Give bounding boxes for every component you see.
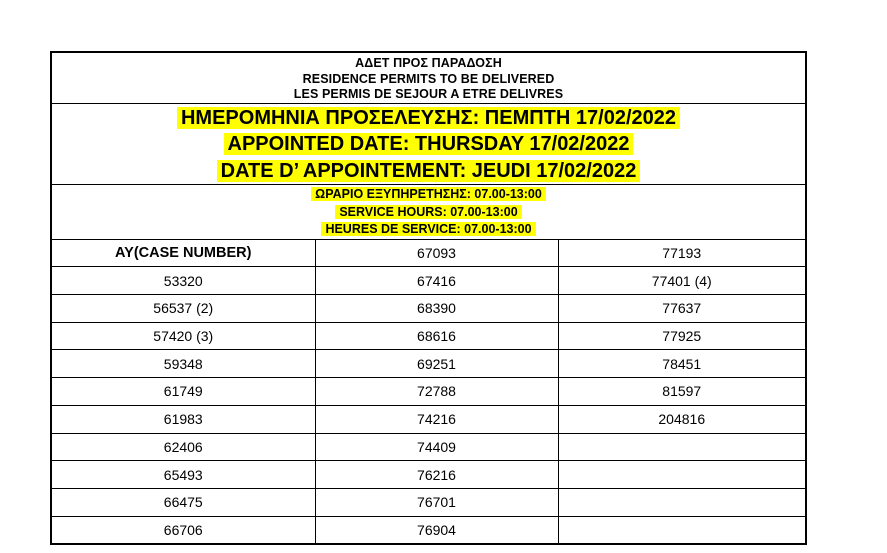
case-number-cell	[558, 461, 805, 489]
case-number-cell: 76216	[315, 461, 558, 489]
appointment-date-block	[52, 104, 805, 185]
case-number-cell: 53320	[52, 267, 315, 295]
case-number-cell: 74409	[315, 433, 558, 461]
table-row	[52, 240, 805, 267]
case-number-cell: 77925	[558, 322, 805, 350]
case-number-cell: 62406	[52, 433, 315, 461]
case-number-cell: 61749	[52, 378, 315, 406]
appointment-date-line-french	[52, 158, 805, 184]
table-row	[52, 322, 805, 350]
case-number-cell: 61983	[52, 405, 315, 433]
case-number-cell	[558, 488, 805, 516]
case-number-cell: 81597	[558, 378, 805, 406]
case-number-cell: 74216	[315, 405, 558, 433]
highlighted-text: SERVICE HOURS: 07.00-13:00	[335, 205, 521, 219]
case-number-cell: 66706	[52, 516, 315, 543]
case-number-header: AY(CASE NUMBER)	[52, 240, 315, 267]
table-row	[52, 405, 805, 433]
case-number-cell: 66475	[52, 488, 315, 516]
service-hours-line-french	[52, 221, 805, 239]
service-hours-block	[52, 185, 805, 240]
table-row	[52, 516, 805, 543]
case-number-cell: 69251	[315, 350, 558, 378]
document-title-block	[52, 53, 805, 104]
table-row	[52, 378, 805, 406]
title-line-english: RESIDENCE PERMITS TO BE DELIVERED	[302, 71, 555, 86]
case-number-cell: 57420 (3)	[52, 322, 315, 350]
appointment-date-line-greek	[52, 105, 805, 131]
case-number-cell: 76904	[315, 516, 558, 543]
case-number-cell: 72788	[315, 378, 558, 406]
service-hours-line-greek	[52, 186, 805, 204]
case-number-cell: 56537 (2)	[52, 295, 315, 323]
case-number-cell: 59348	[52, 350, 315, 378]
case-number-cell: 77637	[558, 295, 805, 323]
highlighted-text: DATE D’ APPOINTEMENT: JEUDI 17/02/2022	[217, 160, 641, 182]
table-row	[52, 267, 805, 295]
residence-permit-notice	[50, 51, 807, 545]
case-number-cell: 67416	[315, 267, 558, 295]
highlighted-text: APPOINTED DATE: THURSDAY 17/02/2022	[224, 133, 634, 155]
table-row	[52, 350, 805, 378]
title-line-greek: ΑΔΕΤ ΠΡΟΣ ΠΑΡΑΔΟΣΗ	[355, 56, 502, 70]
highlighted-text: ΗΜΕΡΟΜΗΝΙΑ ΠΡΟΣΕΛΕΥΣΗΣ: ΠΕΜΠΤΗ 17/02/2022	[177, 107, 680, 129]
case-number-table	[52, 240, 805, 543]
service-hours-line-english	[52, 204, 805, 222]
case-number-cell	[558, 516, 805, 543]
appointment-date-line-english	[52, 131, 805, 157]
highlighted-text: ΩΡΑΡΙΟ ΕΞΥΠΗΡΕΤΗΣΗΣ: 07.00-13:00	[311, 187, 546, 201]
case-number-cell: 77401 (4)	[558, 267, 805, 295]
case-number-cell: 68616	[315, 322, 558, 350]
case-number-cell: 76701	[315, 488, 558, 516]
case-number-cell: 65493	[52, 461, 315, 489]
case-number-cell: 67093	[315, 240, 558, 267]
table-row	[52, 433, 805, 461]
table-row	[52, 488, 805, 516]
table-row	[52, 295, 805, 323]
highlighted-text: HEURES DE SERVICE: 07.00-13:00	[321, 222, 535, 236]
title-line-french: LES PERMIS DE SEJOUR A ETRE DELIVRES	[293, 87, 564, 101]
case-number-cell	[558, 433, 805, 461]
case-number-cell: 68390	[315, 295, 558, 323]
case-number-cell: 78451	[558, 350, 805, 378]
table-row	[52, 461, 805, 489]
case-number-cell: 77193	[558, 240, 805, 267]
case-number-cell: 204816	[558, 405, 805, 433]
